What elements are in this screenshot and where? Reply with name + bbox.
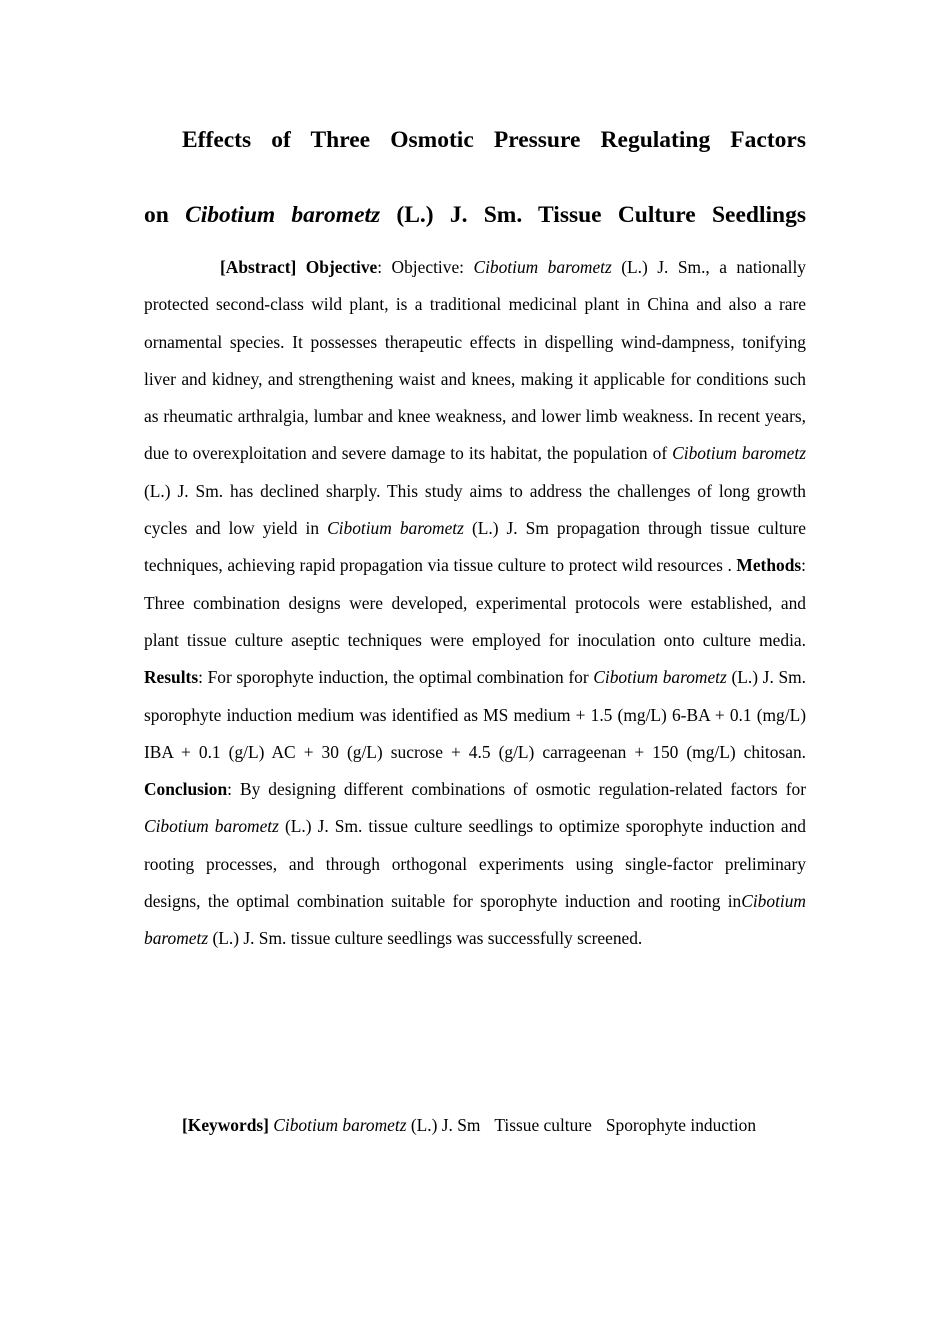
conclusion-label: Conclusion xyxy=(144,779,228,800)
objective-colon: : Objective: xyxy=(377,257,474,277)
species-name: Cibotium barometz xyxy=(593,667,727,688)
title-prefix: on xyxy=(144,202,186,228)
abstract-text-1: (L.) J. Sm., a nationally protected second-class wild plant, is a traditional medicinal plant in China and also a rare ornamental species. It possesses therapeutic effects in dispelling wind-dampness, tonifying liver and kidney, and strengthening waist and knees, making it applicable for conditions such as rheumatic arthralgia, lumbar and knee weakness, and lower limb weakness. In recent years, due to overexploitation and severe damage to its habitat, the population of xyxy=(144,257,806,464)
title-line-2 xyxy=(144,178,806,253)
keyword-1-suffix: (L.) J. Sm xyxy=(406,1115,481,1135)
keywords-paragraph xyxy=(144,1107,806,1144)
results-text-2: (L.) J. Sm. sporophyte induction medium was identified as MS medium + 1.5 (mg/L) 6-BA + 0.1 (mg/L) IBA + 0.1 (g/L) AC + 30 (g/L) sucrose + 4.5 (g/L) carrageenan + 150 (mg/L) chitosan. xyxy=(144,667,806,762)
keyword-species: Cibotium barometz xyxy=(273,1115,407,1135)
results-label: Results xyxy=(144,667,199,688)
keywords-label: [Keywords] xyxy=(182,1115,269,1135)
abstract-paragraph xyxy=(144,249,806,958)
abstract-label: [Abstract] xyxy=(220,257,297,277)
methods-text: : Three combination designs were developed, experimental protocols were established, and plant tissue culture aseptic techniques were employed for inoculation onto culture media. xyxy=(144,555,806,650)
species-name: Cibotium barometz xyxy=(327,518,464,539)
species-name: Cibotium barometz xyxy=(144,816,279,837)
methods-label: Methods xyxy=(736,555,802,576)
keyword-2: Tissue culture xyxy=(494,1115,592,1135)
conclusion-text-2: (L.) J. Sm. tissue culture seedlings to optimize sporophyte induction and rooting processes, and through orthogonal experiments using single-factor preliminary designs, the optimal combination suitable for sporophyte induction and rooting in xyxy=(144,816,806,912)
objective-label: Objective xyxy=(305,257,378,277)
abstract-text-3: (L.) J. Sm propagation through tissue culture techniques, achieving rapid propagation via tissue culture to protect wild resources . xyxy=(144,518,806,576)
species-name: Cibotium barometz xyxy=(672,443,806,464)
title-species: Cibotium barometz xyxy=(185,202,381,228)
abstract-text-2: (L.) J. Sm. has declined sharply. This study aims to address the challenges of long growth cycles and low yield in xyxy=(144,480,806,539)
results-text-1: : For sporophyte induction, the optimal combination for xyxy=(198,667,594,688)
title-suffix: (L.) J. Sm. Tissue Culture Seedlings xyxy=(380,202,806,228)
title-line-1: Effects of Three Osmotic Pressure Regulating Factors xyxy=(182,127,806,153)
keyword-3: Sporophyte induction xyxy=(605,1115,757,1135)
conclusion-text-3: (L.) J. Sm. tissue culture seedlings was successfully screened. xyxy=(208,928,643,949)
species-name: Cibotium barometz xyxy=(473,257,612,277)
species-name: Cibotium barometz xyxy=(144,891,806,949)
conclusion-text-1: : By designing different combinations of osmotic regulation-related factors for xyxy=(227,779,806,800)
